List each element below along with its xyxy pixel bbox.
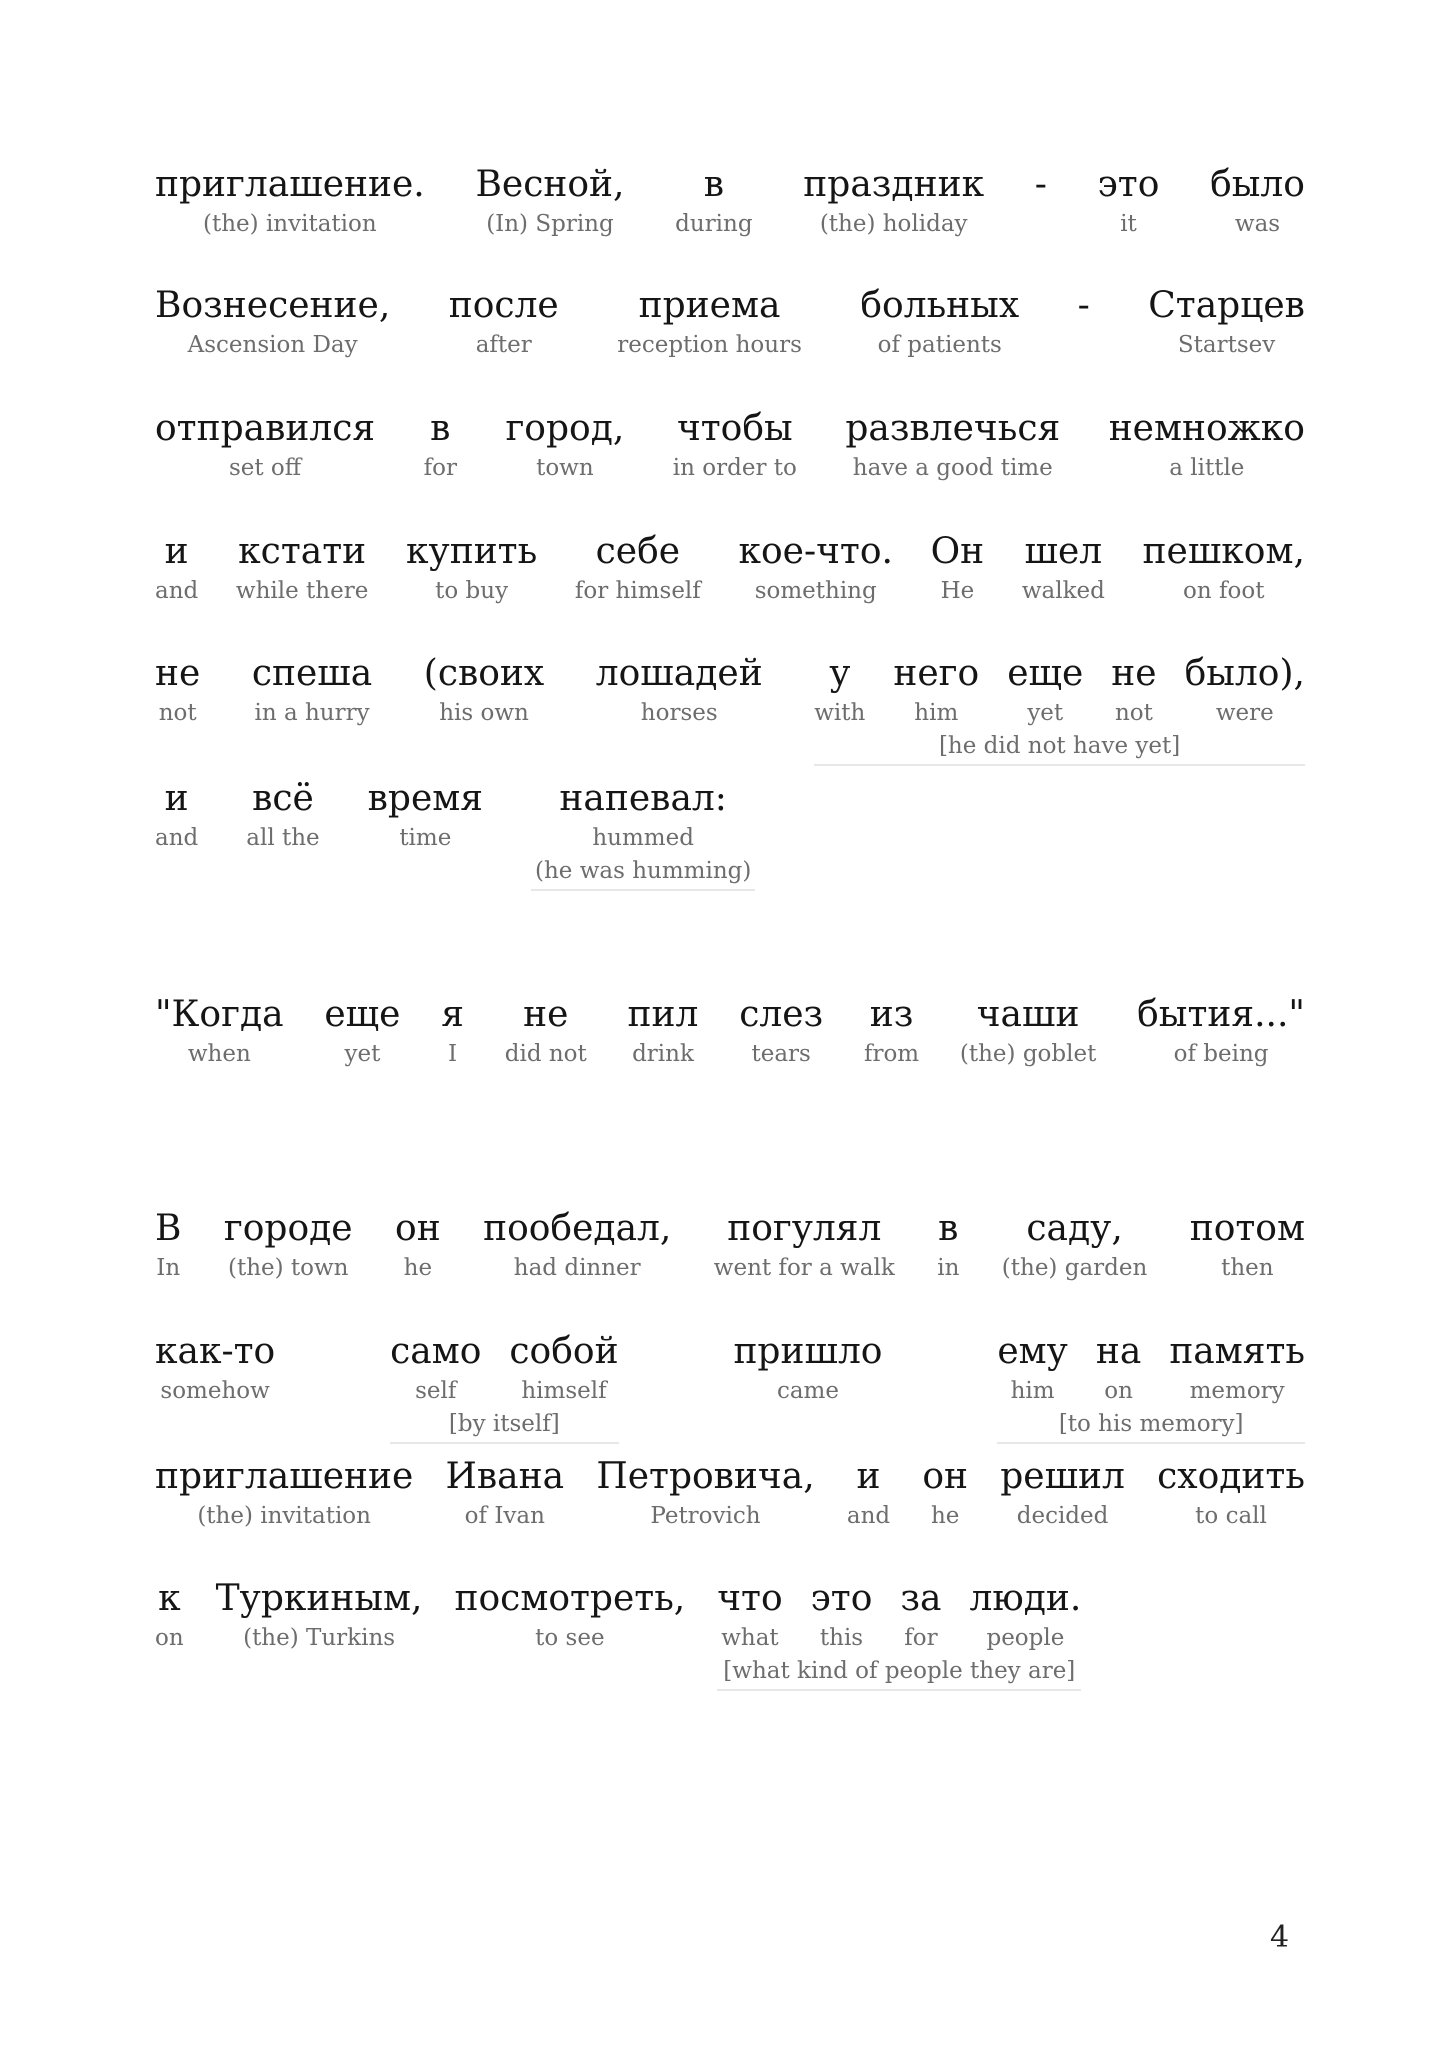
word-pair bbox=[733, 1329, 882, 1406]
russian-word: ему bbox=[997, 1331, 1068, 1372]
english-gloss: yet bbox=[344, 1041, 381, 1068]
word-pair bbox=[860, 283, 1019, 360]
russian-word: и bbox=[164, 778, 189, 819]
word-pair bbox=[155, 529, 198, 606]
english-gloss: this bbox=[819, 1625, 864, 1652]
interlinear-row bbox=[155, 776, 1305, 891]
english-gloss: (the) invitation bbox=[197, 1503, 371, 1530]
english-gloss: of patients bbox=[877, 332, 1002, 359]
russian-word: саду, bbox=[1026, 1208, 1123, 1249]
english-gloss: In bbox=[156, 1255, 181, 1282]
russian-word: пришло bbox=[733, 1331, 883, 1372]
word-pair bbox=[395, 1206, 441, 1283]
english-gloss: (the) holiday bbox=[819, 211, 968, 238]
word-pair bbox=[406, 529, 537, 606]
russian-word: Старцев bbox=[1148, 285, 1305, 326]
english-gloss: were bbox=[1215, 700, 1274, 727]
interlinear-row bbox=[155, 992, 1305, 1069]
word-pair bbox=[1157, 1454, 1305, 1531]
page-number: 4 bbox=[1270, 1920, 1290, 1955]
russian-word: себе bbox=[595, 531, 681, 572]
word-group bbox=[531, 776, 755, 891]
english-gloss: something bbox=[754, 578, 877, 605]
word-pair bbox=[252, 651, 372, 728]
english-gloss: after bbox=[475, 332, 532, 359]
russian-word: из bbox=[869, 994, 914, 1035]
word-pair bbox=[236, 529, 368, 606]
english-gloss: while there bbox=[235, 578, 369, 605]
english-gloss: him bbox=[914, 700, 959, 727]
russian-word: в bbox=[430, 408, 451, 449]
english-gloss: to see bbox=[535, 1625, 605, 1652]
word-pair bbox=[997, 1329, 1068, 1406]
english-gloss: decided bbox=[1016, 1503, 1109, 1530]
word-pair bbox=[216, 1576, 423, 1653]
russian-word: отправился bbox=[155, 408, 376, 449]
interlinear-row bbox=[155, 1454, 1305, 1531]
word-group-words bbox=[814, 651, 1305, 728]
word-pair bbox=[1098, 162, 1160, 239]
russian-word: к bbox=[158, 1578, 181, 1619]
interlinear-row bbox=[155, 529, 1305, 606]
english-gloss: came bbox=[776, 1378, 839, 1405]
russian-word: больных bbox=[860, 285, 1020, 326]
english-gloss: with bbox=[814, 700, 866, 727]
interlinear-row bbox=[155, 1329, 1305, 1444]
english-gloss: on bbox=[155, 1625, 184, 1652]
english-gloss: in order to bbox=[672, 455, 797, 482]
english-gloss: Ascension Day bbox=[187, 332, 358, 359]
word-pair bbox=[931, 529, 985, 606]
phrase-note: [by itself] bbox=[390, 1410, 619, 1444]
english-gloss: was bbox=[1234, 211, 1281, 238]
word-pair bbox=[1007, 651, 1083, 728]
word-group bbox=[717, 1576, 1081, 1691]
english-gloss: walked bbox=[1021, 578, 1105, 605]
russian-word: спеша bbox=[251, 653, 373, 694]
english-gloss: have a good time bbox=[852, 455, 1053, 482]
word-pair bbox=[1096, 1329, 1141, 1406]
english-gloss: to call bbox=[1195, 1503, 1267, 1530]
word-group-words bbox=[997, 1329, 1305, 1406]
interlinear-row bbox=[155, 283, 1305, 360]
word-pair bbox=[390, 1329, 481, 1406]
word-pair bbox=[155, 1329, 275, 1406]
word-pair bbox=[155, 1206, 181, 1283]
russian-word: на bbox=[1095, 1331, 1142, 1372]
word-pair bbox=[559, 776, 726, 853]
english-gloss: (the) goblet bbox=[959, 1041, 1097, 1068]
english-gloss: his own bbox=[439, 700, 529, 727]
russian-word: Весной, bbox=[475, 164, 625, 205]
word-pair bbox=[1078, 283, 1090, 331]
english-gloss: himself bbox=[521, 1378, 607, 1405]
english-gloss: in a hurry bbox=[254, 700, 370, 727]
english-gloss: (the) garden bbox=[1001, 1255, 1148, 1282]
word-pair bbox=[628, 992, 699, 1069]
word-pair bbox=[970, 1576, 1082, 1653]
russian-word: само bbox=[390, 1331, 482, 1372]
russian-word: развлечься bbox=[845, 408, 1061, 449]
word-pair bbox=[1185, 651, 1305, 728]
word-pair bbox=[864, 992, 919, 1069]
russian-word: он bbox=[395, 1208, 441, 1249]
word-pair bbox=[847, 1454, 890, 1531]
word-pair bbox=[505, 406, 624, 483]
english-gloss: tears bbox=[751, 1041, 811, 1068]
english-gloss: when bbox=[187, 1041, 251, 1068]
word-pair bbox=[1035, 162, 1047, 210]
word-pair bbox=[509, 1329, 618, 1406]
english-gloss: and bbox=[846, 1503, 891, 1530]
english-gloss: of Ivan bbox=[464, 1503, 545, 1530]
russian-word: него bbox=[893, 653, 980, 694]
english-gloss: hummed bbox=[592, 825, 694, 852]
word-pair bbox=[739, 992, 823, 1069]
russian-word: праздник bbox=[803, 164, 985, 205]
russian-word: как-то bbox=[155, 1331, 276, 1372]
phrase-note: (he was humming) bbox=[531, 857, 755, 891]
russian-word: - bbox=[1077, 285, 1090, 326]
english-gloss: to buy bbox=[435, 578, 509, 605]
word-pair bbox=[1190, 1206, 1305, 1283]
russian-word: посмотреть, bbox=[454, 1578, 686, 1619]
russian-word: - bbox=[1034, 164, 1047, 205]
word-pair bbox=[811, 1576, 873, 1653]
russian-word: немножко bbox=[1108, 408, 1305, 449]
word-pair bbox=[475, 162, 624, 239]
word-pair bbox=[675, 162, 752, 239]
word-pair bbox=[1169, 1329, 1305, 1406]
word-pair bbox=[922, 1454, 968, 1531]
word-pair bbox=[424, 651, 544, 728]
word-pair bbox=[246, 776, 319, 853]
english-gloss: and bbox=[155, 825, 199, 852]
english-gloss: memory bbox=[1189, 1378, 1285, 1405]
english-gloss: of being bbox=[1173, 1041, 1269, 1068]
word-pair bbox=[596, 651, 763, 728]
word-pair bbox=[1000, 1454, 1125, 1531]
russian-word: приема bbox=[638, 285, 781, 326]
word-pair bbox=[1109, 406, 1305, 483]
english-gloss: Petrovich bbox=[650, 1503, 761, 1530]
russian-word: купить bbox=[406, 531, 538, 572]
word-pair bbox=[937, 1206, 959, 1283]
word-pair bbox=[738, 529, 892, 606]
interlinear-row bbox=[155, 651, 1305, 766]
russian-word: городе bbox=[223, 1208, 353, 1249]
russian-word: было bbox=[1210, 164, 1305, 205]
russian-word: пешком, bbox=[1142, 531, 1305, 572]
word-pair bbox=[1022, 529, 1105, 606]
english-gloss: and bbox=[155, 578, 199, 605]
english-gloss: not bbox=[1114, 700, 1153, 727]
english-gloss: Startsev bbox=[1177, 332, 1276, 359]
word-pair bbox=[155, 1576, 184, 1653]
word-pair bbox=[1210, 162, 1305, 239]
english-gloss: from bbox=[863, 1041, 920, 1068]
english-gloss: reception hours bbox=[617, 332, 802, 359]
russian-word: пил bbox=[627, 994, 699, 1035]
russian-word: я bbox=[441, 994, 464, 1035]
word-pair bbox=[1143, 529, 1305, 606]
english-gloss: him bbox=[1010, 1378, 1055, 1405]
word-pair bbox=[155, 1454, 413, 1531]
english-gloss: time bbox=[399, 825, 452, 852]
word-pair bbox=[1111, 651, 1156, 728]
word-pair bbox=[446, 1454, 565, 1531]
russian-word: слез bbox=[739, 994, 824, 1035]
english-gloss: a little bbox=[1169, 455, 1245, 482]
russian-word: бытия..." bbox=[1137, 994, 1305, 1035]
english-gloss: (the) town bbox=[227, 1255, 349, 1282]
russian-word: пообедал, bbox=[483, 1208, 672, 1249]
english-gloss: He bbox=[940, 578, 975, 605]
word-group-words bbox=[390, 1329, 619, 1406]
russian-word: не bbox=[1111, 653, 1157, 694]
english-gloss: did not bbox=[504, 1041, 587, 1068]
english-gloss: I bbox=[448, 1041, 458, 1068]
word-pair bbox=[483, 1206, 671, 1283]
word-pair bbox=[449, 283, 559, 360]
english-gloss: in bbox=[937, 1255, 960, 1282]
russian-word: собой bbox=[509, 1331, 619, 1372]
english-gloss: for bbox=[904, 1625, 938, 1652]
russian-word: и bbox=[856, 1456, 881, 1497]
english-gloss: yet bbox=[1027, 700, 1064, 727]
russian-word: приглашение. bbox=[155, 164, 425, 205]
russian-word: и bbox=[164, 531, 189, 572]
word-pair bbox=[424, 406, 457, 483]
interlinear-row bbox=[155, 162, 1305, 239]
english-gloss: not bbox=[158, 700, 197, 727]
word-group bbox=[390, 1329, 619, 1444]
russian-word: лошадей bbox=[595, 653, 763, 694]
english-gloss: what bbox=[721, 1625, 779, 1652]
word-pair bbox=[505, 992, 587, 1069]
english-gloss: for bbox=[423, 455, 457, 482]
word-group bbox=[997, 1329, 1305, 1444]
interlinear-row bbox=[155, 406, 1305, 483]
russian-word: в bbox=[703, 164, 725, 205]
russian-word: память bbox=[1169, 1331, 1305, 1372]
russian-word: в bbox=[938, 1208, 959, 1249]
english-gloss: during bbox=[675, 211, 753, 238]
russian-word: город, bbox=[505, 408, 625, 449]
russian-word: погулял bbox=[727, 1208, 882, 1249]
russian-word: это bbox=[1097, 164, 1160, 205]
word-pair bbox=[155, 162, 425, 239]
word-pair bbox=[155, 406, 375, 483]
russian-word: Ивана bbox=[445, 1456, 565, 1497]
word-pair bbox=[803, 162, 984, 239]
english-gloss: set off bbox=[228, 455, 302, 482]
russian-word: люди. bbox=[969, 1578, 1082, 1619]
word-pair bbox=[596, 1454, 814, 1531]
word-pair bbox=[714, 1206, 895, 1283]
english-gloss: he bbox=[403, 1255, 433, 1282]
russian-word: не bbox=[155, 653, 201, 694]
word-pair bbox=[155, 776, 198, 853]
english-gloss: went for a walk bbox=[713, 1255, 895, 1282]
phrase-note: [what kind of people they are] bbox=[717, 1657, 1081, 1691]
word-pair bbox=[845, 406, 1060, 483]
english-gloss: town bbox=[536, 455, 594, 482]
word-group-words bbox=[531, 776, 755, 853]
word-pair bbox=[455, 1576, 686, 1653]
russian-word: время bbox=[367, 778, 483, 819]
word-pair bbox=[155, 992, 284, 1069]
russian-word: всё bbox=[252, 778, 314, 819]
russian-word: после bbox=[448, 285, 559, 326]
word-pair bbox=[960, 992, 1096, 1069]
russian-word: было), bbox=[1184, 653, 1305, 694]
russian-word: чаши bbox=[976, 994, 1080, 1035]
english-gloss: it bbox=[1120, 211, 1137, 238]
russian-word: "Когда bbox=[155, 994, 284, 1035]
english-gloss: all the bbox=[246, 825, 320, 852]
word-pair bbox=[673, 406, 797, 483]
english-gloss: (the) Turkins bbox=[243, 1625, 396, 1652]
english-gloss: (the) invitation bbox=[203, 211, 377, 238]
english-gloss: on foot bbox=[1183, 578, 1265, 605]
english-gloss: somehow bbox=[160, 1378, 270, 1405]
word-pair bbox=[900, 1576, 941, 1653]
russian-word: еще bbox=[324, 994, 401, 1035]
russian-word: он bbox=[922, 1456, 968, 1497]
russian-word: шел bbox=[1024, 531, 1103, 572]
russian-word: еще bbox=[1007, 653, 1084, 694]
russian-word: Вознесение, bbox=[155, 285, 391, 326]
english-gloss: for himself bbox=[574, 578, 701, 605]
word-pair bbox=[717, 1576, 782, 1653]
word-pair bbox=[893, 651, 979, 728]
english-gloss: people bbox=[986, 1625, 1065, 1652]
russian-word: решил bbox=[1000, 1456, 1125, 1497]
russian-word: приглашение bbox=[155, 1456, 414, 1497]
russian-word: не bbox=[523, 994, 569, 1035]
english-gloss: then bbox=[1221, 1255, 1274, 1282]
russian-word: у bbox=[829, 653, 851, 694]
russian-word: напевал: bbox=[559, 778, 727, 819]
russian-word: потом bbox=[1189, 1208, 1305, 1249]
russian-word: сходить bbox=[1157, 1456, 1305, 1497]
english-gloss: had dinner bbox=[513, 1255, 641, 1282]
russian-word: чтобы bbox=[676, 408, 793, 449]
english-gloss: horses bbox=[640, 700, 718, 727]
interlinear-row bbox=[155, 1206, 1305, 1283]
word-pair bbox=[155, 651, 200, 728]
word-pair bbox=[368, 776, 483, 853]
word-group bbox=[814, 651, 1305, 766]
russian-word: В bbox=[155, 1208, 182, 1249]
interlinear-row bbox=[155, 1576, 1305, 1691]
word-pair bbox=[814, 651, 865, 728]
phrase-note: [to his memory] bbox=[997, 1410, 1305, 1444]
word-pair bbox=[1148, 283, 1305, 360]
word-pair bbox=[1002, 1206, 1148, 1283]
russian-word: кстати bbox=[238, 531, 367, 572]
russian-word: Туркиным, bbox=[215, 1578, 423, 1619]
russian-word: кое-что. bbox=[738, 531, 893, 572]
word-pair bbox=[224, 1206, 353, 1283]
word-pair bbox=[1137, 992, 1305, 1069]
russian-word: за bbox=[900, 1578, 942, 1619]
russian-word: Он bbox=[930, 531, 985, 572]
english-gloss: he bbox=[930, 1503, 960, 1530]
russian-word: что bbox=[717, 1578, 783, 1619]
russian-word: Петровича, bbox=[596, 1456, 815, 1497]
russian-word: (своих bbox=[423, 653, 545, 694]
word-pair bbox=[441, 992, 464, 1069]
word-pair bbox=[575, 529, 701, 606]
english-gloss: on bbox=[1104, 1378, 1133, 1405]
english-gloss: self bbox=[415, 1378, 457, 1405]
english-gloss: (In) Spring bbox=[486, 211, 614, 238]
phrase-note: [he did not have yet] bbox=[814, 732, 1305, 766]
english-gloss: drink bbox=[632, 1041, 694, 1068]
word-pair bbox=[617, 283, 802, 360]
russian-word: это bbox=[810, 1578, 873, 1619]
word-group-words bbox=[717, 1576, 1081, 1653]
word-pair bbox=[324, 992, 400, 1069]
word-pair bbox=[155, 283, 390, 360]
